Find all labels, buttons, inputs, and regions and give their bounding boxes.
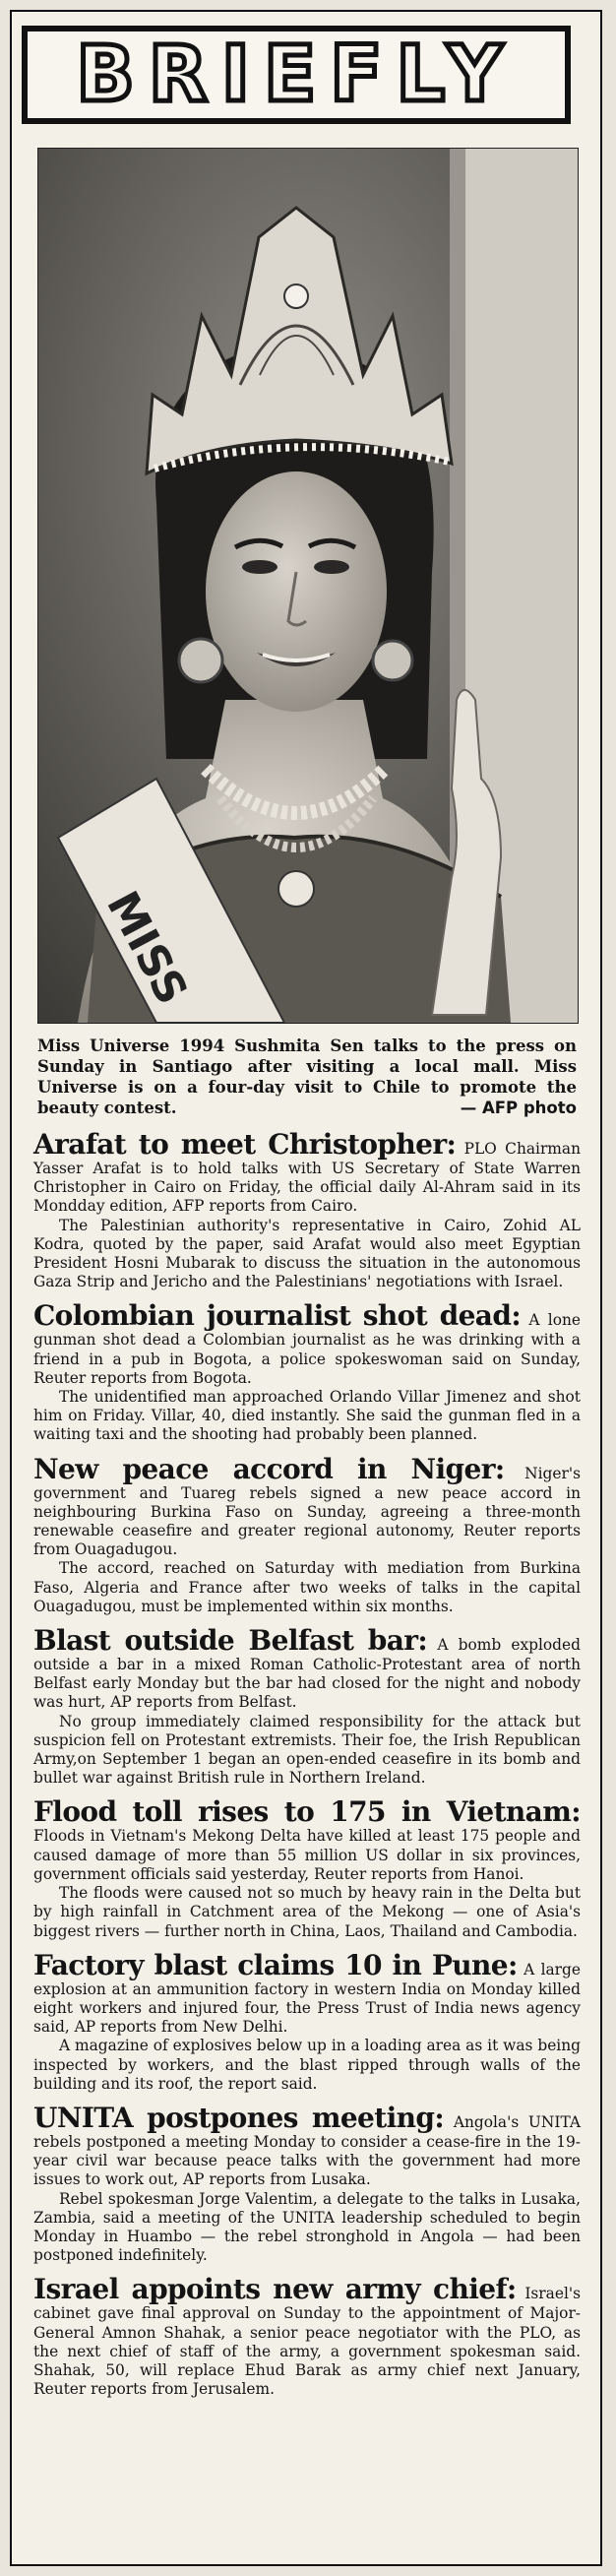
brief-headline: Flood toll rises to 175 in Vietnam: (33, 1795, 581, 1829)
news-brief (33, 1130, 581, 1291)
news-brief (33, 1797, 581, 1940)
news-brief (33, 2101, 581, 2265)
news-brief (33, 1301, 581, 1444)
news-brief (33, 2275, 581, 2399)
brief-paragraph: A magazine of explosives below up in a loading area as it was being inspected by workers, and the blast ripped through walls of the building and its roof, the report said. (33, 2037, 581, 2093)
brief-lead: Niger's government and Tuareg rebels signed a new peace accord in neighbouring Burkina Faso on Sunday, agreeing a three-month renewable ceasefire and greater regional autonomy, Reuter reports from Ouagadugou. (33, 1464, 581, 1559)
sash-text: MISS (96, 883, 198, 1013)
brief-headline: Arafat to meet Christopher: (33, 1128, 457, 1161)
photo-illustration (38, 149, 578, 1023)
brief-headline: Factory blast claims 10 in Pune: (33, 1948, 518, 1981)
brief-paragraph: The accord, reached on Saturday with mediation from Burkina Faso, Algeria and France after two weeks of talks in the capital Ouagadugou, must be implemented within six months. (33, 1559, 581, 1615)
photo-caption (37, 1036, 577, 1118)
brief-lead: Floods in Vietnam's Mekong Delta have killed at least 175 people and caused damage of more than 55 million US dollar in six provinces, government officials said yesterday, Reuter reports from Hanoi. (33, 1827, 581, 1883)
brief-paragraph: The Palestinian authority's representative in Cairo, Zohid AL Kodra, quoted by the paper, said Arafat would also meet Egyptian President Hosni Mubarak to discuss the situation in the autonomous Gaza Strip and Jericho and the Palestinians' negotiations with Israel. (33, 1216, 581, 1291)
brief-lead: A large explosion at an ammunition factory in western India on Monday killed eight workers and injured four, the Press Trust of India news agency said, AP reports from New Delhi. (33, 1960, 581, 2037)
brief-paragraph: Rebel spokesman Jorge Valentim, a delegate to the talks in Lusaka, Zambia, said a meeting of the UNITA leadership scheduled to begin Monday in Huambo — the rebel stronghold in Angola — had been postponed indefinitely. (33, 2189, 581, 2265)
masthead-title: BRIEFLY (76, 31, 517, 119)
photo-credit: — AFP photo (460, 1099, 577, 1117)
brief-lead: A lone gunman shot dead a Colombian journalist as he was drinking with a friend in a pub in Bogota, a police spokeswoman said on Sunday, Reuter reports from Bogota. (33, 1311, 581, 1387)
brief-headline: New peace accord in Niger: (33, 1452, 505, 1485)
brief-lead: A bomb exploded outside a bar in a mixed Roman Catholic-Protestant area of north Belfast early Monday but the bar had closed for the night and nobody was hurt, AP reports from Belfast. (33, 1636, 581, 1712)
news-brief (33, 1948, 581, 2094)
brief-lead: PLO Chairman Yasser Arafat is to hold talks with US Secretary of State Warren Christopher in Cairo on Friday, the official daily Al-Ahram said in its Mondday edition, AFP reports from Cairo. (33, 1140, 581, 1216)
brief-lead: Israel's cabinet gave final approval on Sunday to the appointment of Major-General Amnon Shahak, a senior peace negotiator with the PLO, as the next chief of staff of the army, a government spokesman said. Shahak, 50, will replace Ehud Barak as army chief next January, Reuter reports from Jerusalem. (33, 2285, 581, 2399)
brief-headline: Israel appoints new army chief: (33, 2273, 517, 2306)
news-briefs (33, 1130, 581, 2409)
brief-headline: Blast outside Belfast bar: (33, 1624, 428, 1658)
brief-lead: Angola's UNITA rebels postponed a meeting Monday to consider a cease-fire in the 19-year civil war because peace talks with the government had more issues to work out, AP reports from Lusaka. (33, 2112, 581, 2189)
brief-paragraph: No group immediately claimed responsibility for the attack but suspicion fell on Protestant extremists. Their foe, the Irish Republican Army,on September 1 began an open-ended ceasefire in its bomb and bullet war against British rule in Northern Ireland. (33, 1712, 581, 1788)
masthead (22, 26, 571, 124)
brief-headline: UNITA postpones meeting: (33, 2101, 445, 2134)
brief-headline: Colombian journalist shot dead: (33, 1299, 522, 1333)
brief-paragraph: The floods were caused not so much by heavy rain in the Delta but by high rainfall in Catchment area of the Mekong — one of Asia's biggest rivers — further north in China, Laos, Thailand and Cambodia. (33, 1884, 581, 1940)
news-brief (33, 1626, 581, 1788)
brief-paragraph: The unidentified man approached Orlando Villar Jimenez and shot him on Friday. Villar, 40, died instantly. She said the gunman fled in a waiting taxi and the shooting had probably been planned. (33, 1388, 581, 1444)
caption-text: Miss Universe 1994 Sushmita Sen talks to the press on Sunday in Santiago after visiting a local mall. Miss Universe is on a four-day visit to Chile to promote the beauty contest. (37, 1037, 577, 1117)
news-brief (33, 1452, 581, 1616)
news-photo (37, 148, 579, 1024)
